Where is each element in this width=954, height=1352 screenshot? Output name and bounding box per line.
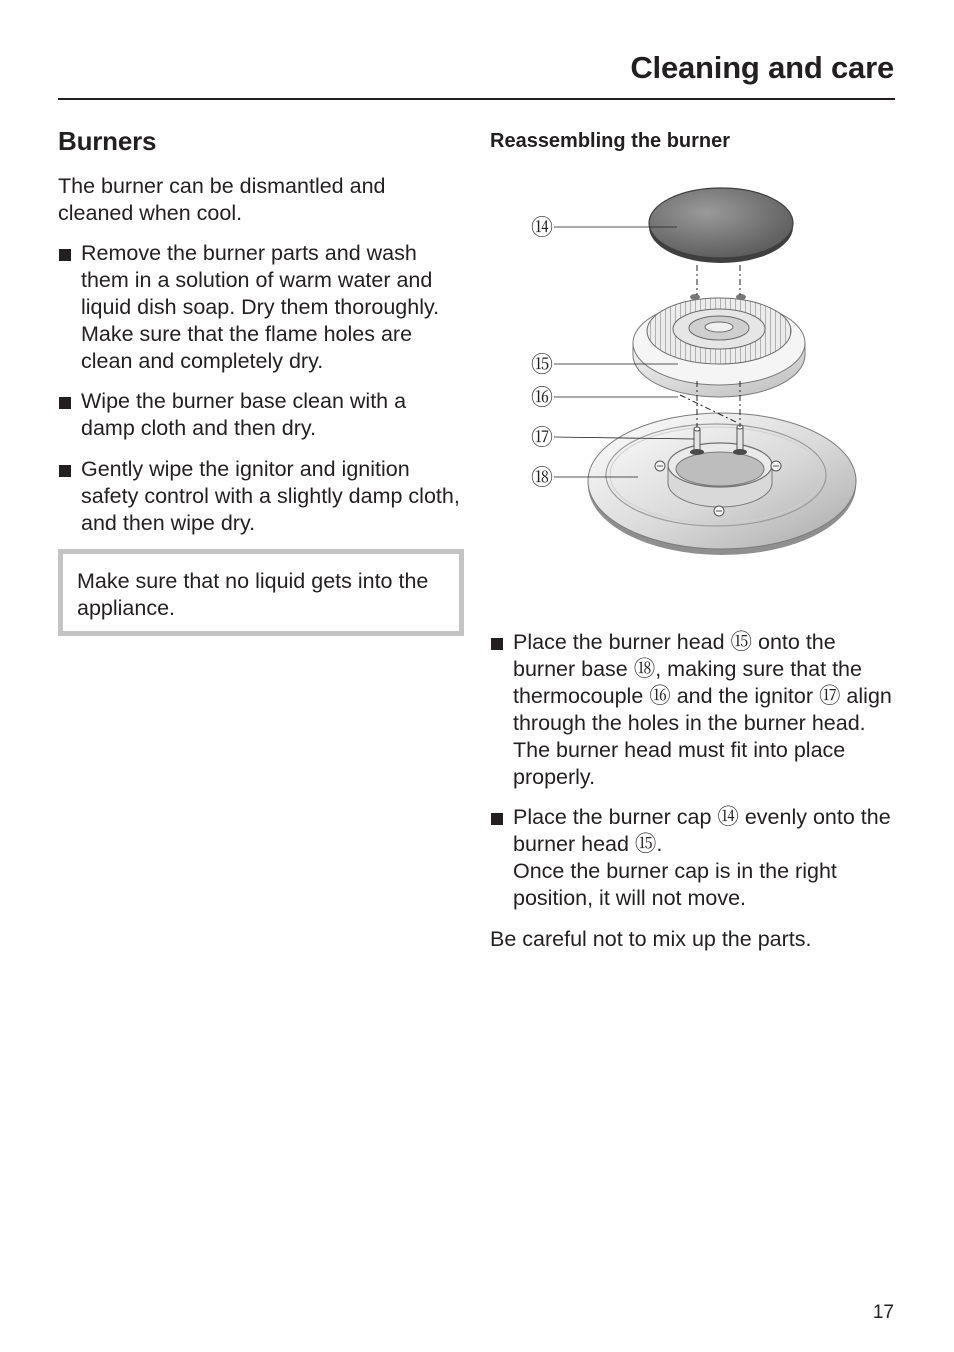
- closing-paragraph: Be careful not to mix up the parts.: [490, 927, 812, 951]
- callout-17: ⑰: [530, 426, 554, 451]
- bullet-place-cap-text: Place the burner cap ⑭ evenly onto the burner head ⑮.: [513, 805, 891, 856]
- left-column: [58, 126, 464, 636]
- callout-15: ⑮: [530, 353, 554, 378]
- callout-18: ⑱: [530, 466, 554, 491]
- bullet-wipe-ignitor: Gently wipe the ignitor and ignition safety control with a slightly damp cloth, and then wipe dry.: [58, 456, 464, 537]
- page-number: 17: [872, 1302, 894, 1323]
- intro-paragraph: The burner can be dismantled and cleaned when cool.: [58, 174, 386, 225]
- burner-exploded-view: [490, 183, 895, 583]
- bullet-place-cap-extra: Once the burner cap is in the right position, it will not move.: [513, 859, 837, 910]
- bullet-wipe-base: Wipe the burner base clean with a damp cloth and then dry.: [58, 388, 464, 442]
- page-header-title: Cleaning and care: [630, 50, 894, 85]
- callout-14: ⑭: [530, 216, 554, 241]
- bullet-wash-parts: Remove the burner parts and wash them in a solution of warm water and liquid dish soap. Dry them thoroughly. Make sure that the flame holes are clean and completely dry.: [58, 240, 464, 375]
- callout-16: ⑯: [530, 386, 554, 411]
- bullet-place-cap: [490, 804, 895, 912]
- burner-head: [633, 294, 805, 397]
- section-title: Burners: [58, 126, 157, 156]
- right-column: [490, 130, 895, 953]
- burner-cap: [649, 188, 793, 263]
- burner-diagram: [490, 183, 895, 583]
- header-rule: [58, 98, 895, 100]
- note-box: Make sure that no liquid gets into the appliance.: [58, 549, 464, 636]
- bullet-place-head: Place the burner head ⑮ onto the burner base ⑱, making sure that the thermocouple ⑯ and the ignitor ⑰ align through the holes in the burner head. The burner head must fit into place properly.: [490, 629, 895, 791]
- burner-base: [588, 413, 856, 555]
- subsection-title: Reassembling the burner: [490, 130, 731, 152]
